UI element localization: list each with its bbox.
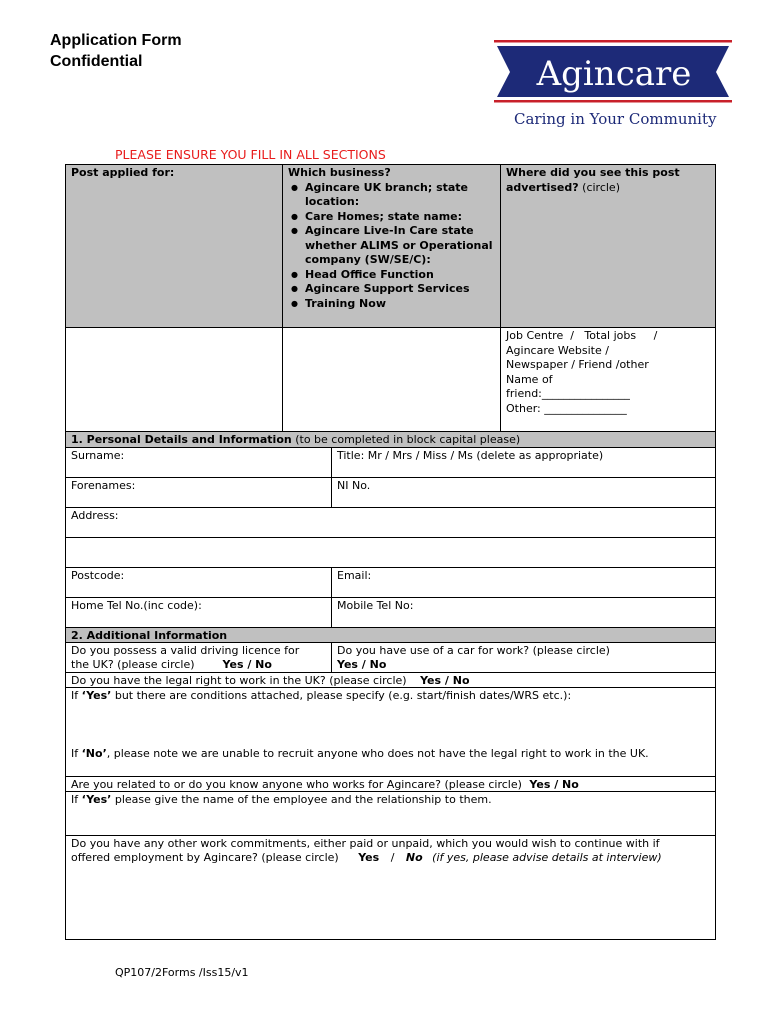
address-field[interactable] (66, 508, 715, 537)
mobile-tel-label: Mobile Tel No: (337, 599, 414, 612)
advertised-header (501, 165, 715, 327)
advert-option-line: Name of (506, 372, 553, 386)
business-option: ● Training Now (305, 297, 495, 312)
section2-title: 2. Additional Information (71, 629, 228, 642)
which-business-input[interactable] (283, 328, 500, 431)
related-yes-word: ‘Yes’ (81, 793, 112, 806)
post-applied-header (66, 165, 282, 327)
logo-tagline: Caring in Your Community (514, 110, 717, 128)
postcode-field[interactable] (66, 568, 331, 597)
legal-right-question[interactable] (66, 673, 715, 687)
business-options-list (288, 181, 495, 312)
advertised-hint: (circle) (578, 180, 620, 194)
advert-option-line: Agincare Website / (506, 343, 609, 357)
logo-wordmark: Agincare (536, 54, 692, 94)
advertised-label: Where did you see this post advertised? (506, 166, 680, 194)
email-label: Email: (337, 569, 372, 582)
car-use-yes-no[interactable]: Yes / No (337, 658, 387, 671)
which-business-header (283, 165, 500, 327)
forenames-field[interactable] (66, 478, 331, 507)
email-field[interactable] (332, 568, 715, 597)
ni-number-field[interactable] (332, 478, 715, 507)
postcode-label: Postcode: (71, 569, 125, 582)
advert-option-line: Newspaper / Friend /other (506, 358, 649, 371)
surname-label: Surname: (71, 449, 125, 462)
form-title-line1: Application Form (50, 32, 182, 49)
no-right-text: , please note we are unable to recruit anyone who does not have the legal right to work in the UK. (106, 747, 649, 760)
surname-field[interactable] (66, 448, 331, 477)
section2-header (66, 628, 715, 642)
document-reference: QP107/2Forms /Iss15/v1 (115, 966, 249, 979)
driving-licence-line1: Do you possess a valid driving licence for (71, 644, 300, 657)
related-text: Are you related to or do you know anyone who works for Agincare? (please circle) (71, 778, 522, 791)
driving-licence-question[interactable] (66, 643, 331, 672)
fill-all-sections-notice: PLEASE ENSURE YOU FILL IN ALL SECTIONS (115, 147, 386, 162)
business-option: ● Agincare Live-In Care state whether ALIMS or Operational company (SW/SE/C): (305, 224, 495, 268)
work-commitments-field[interactable] (66, 836, 715, 939)
legal-right-yes-no[interactable]: Yes / No (420, 674, 470, 687)
related-if: If (71, 793, 82, 806)
related-details-field[interactable] (66, 792, 715, 835)
car-use-text: Do you have use of a car for work? (please circle) (337, 644, 610, 657)
related-details-text: please give the name of the employee and the relationship to them. (111, 793, 492, 806)
address-line2-field[interactable] (66, 538, 715, 567)
conditions-if: If (71, 689, 82, 702)
mobile-tel-field[interactable] (332, 598, 715, 627)
related-yes-no[interactable]: Yes / No (529, 778, 579, 791)
friend-name-field[interactable]: friend:________________ (506, 387, 630, 400)
advert-option-line: Job Centre / Total jobs / (506, 329, 658, 342)
work-commitments-line1: Do you have any other work commitments, either paid or unpaid, which you would wish to continue with if (71, 837, 660, 850)
form-title-line2: Confidential (50, 53, 143, 70)
title-label: Title: Mr / Mrs / Miss / Ms (delete as appropriate) (337, 449, 604, 462)
related-question[interactable] (66, 777, 715, 791)
home-tel-field[interactable] (66, 598, 331, 627)
forenames-label: Forenames: (71, 479, 136, 492)
work-commitments-note: (if yes, please advise details at interview) (432, 851, 662, 864)
ni-number-label: NI No. (337, 479, 371, 492)
post-applied-label: Post applied for: (71, 166, 175, 179)
section1-header (66, 432, 715, 447)
business-option: ● Care Homes; state name: (305, 210, 495, 225)
title-field[interactable] (332, 448, 715, 477)
legal-conditions-field[interactable] (66, 688, 715, 776)
no-right-if: If (71, 747, 82, 760)
section1-title: 1. Personal Details and Information (71, 433, 292, 446)
work-commitments-yes[interactable]: Yes (358, 851, 380, 864)
work-commitments-line2: offered employment by Agincare? (please circle) (71, 851, 339, 864)
business-option: ● Agincare Support Services (305, 282, 495, 297)
section1-subtitle: (to be completed in block capital please) (291, 433, 521, 446)
business-option: ● Head Office Function (305, 268, 495, 283)
work-commitments-separator: / (390, 851, 395, 864)
driving-licence-line2: the UK? (please circle) (71, 658, 195, 671)
work-commitments-no[interactable]: No (405, 851, 423, 864)
conditions-text: but there are conditions attached, please specify (e.g. start/finish dates/WRS etc.): (111, 689, 572, 702)
conditions-yes-word: ‘Yes’ (81, 689, 112, 702)
other-source-field[interactable]: Other: _______________ (506, 401, 627, 415)
address-label: Address: (71, 509, 119, 522)
advertised-options[interactable] (501, 328, 715, 431)
post-applied-input[interactable] (66, 328, 282, 431)
driving-licence-yes-no[interactable]: Yes / No (222, 658, 272, 671)
no-right-word: ‘No’ (81, 747, 107, 760)
legal-right-text: Do you have the legal right to work in the UK? (please circle) (71, 674, 407, 687)
car-use-question[interactable] (332, 643, 715, 672)
form-title (50, 30, 182, 72)
home-tel-label: Home Tel No.(inc code): (71, 599, 202, 612)
which-business-label: Which business? (288, 166, 391, 179)
business-option: ● Agincare UK branch; state location: (305, 181, 495, 210)
